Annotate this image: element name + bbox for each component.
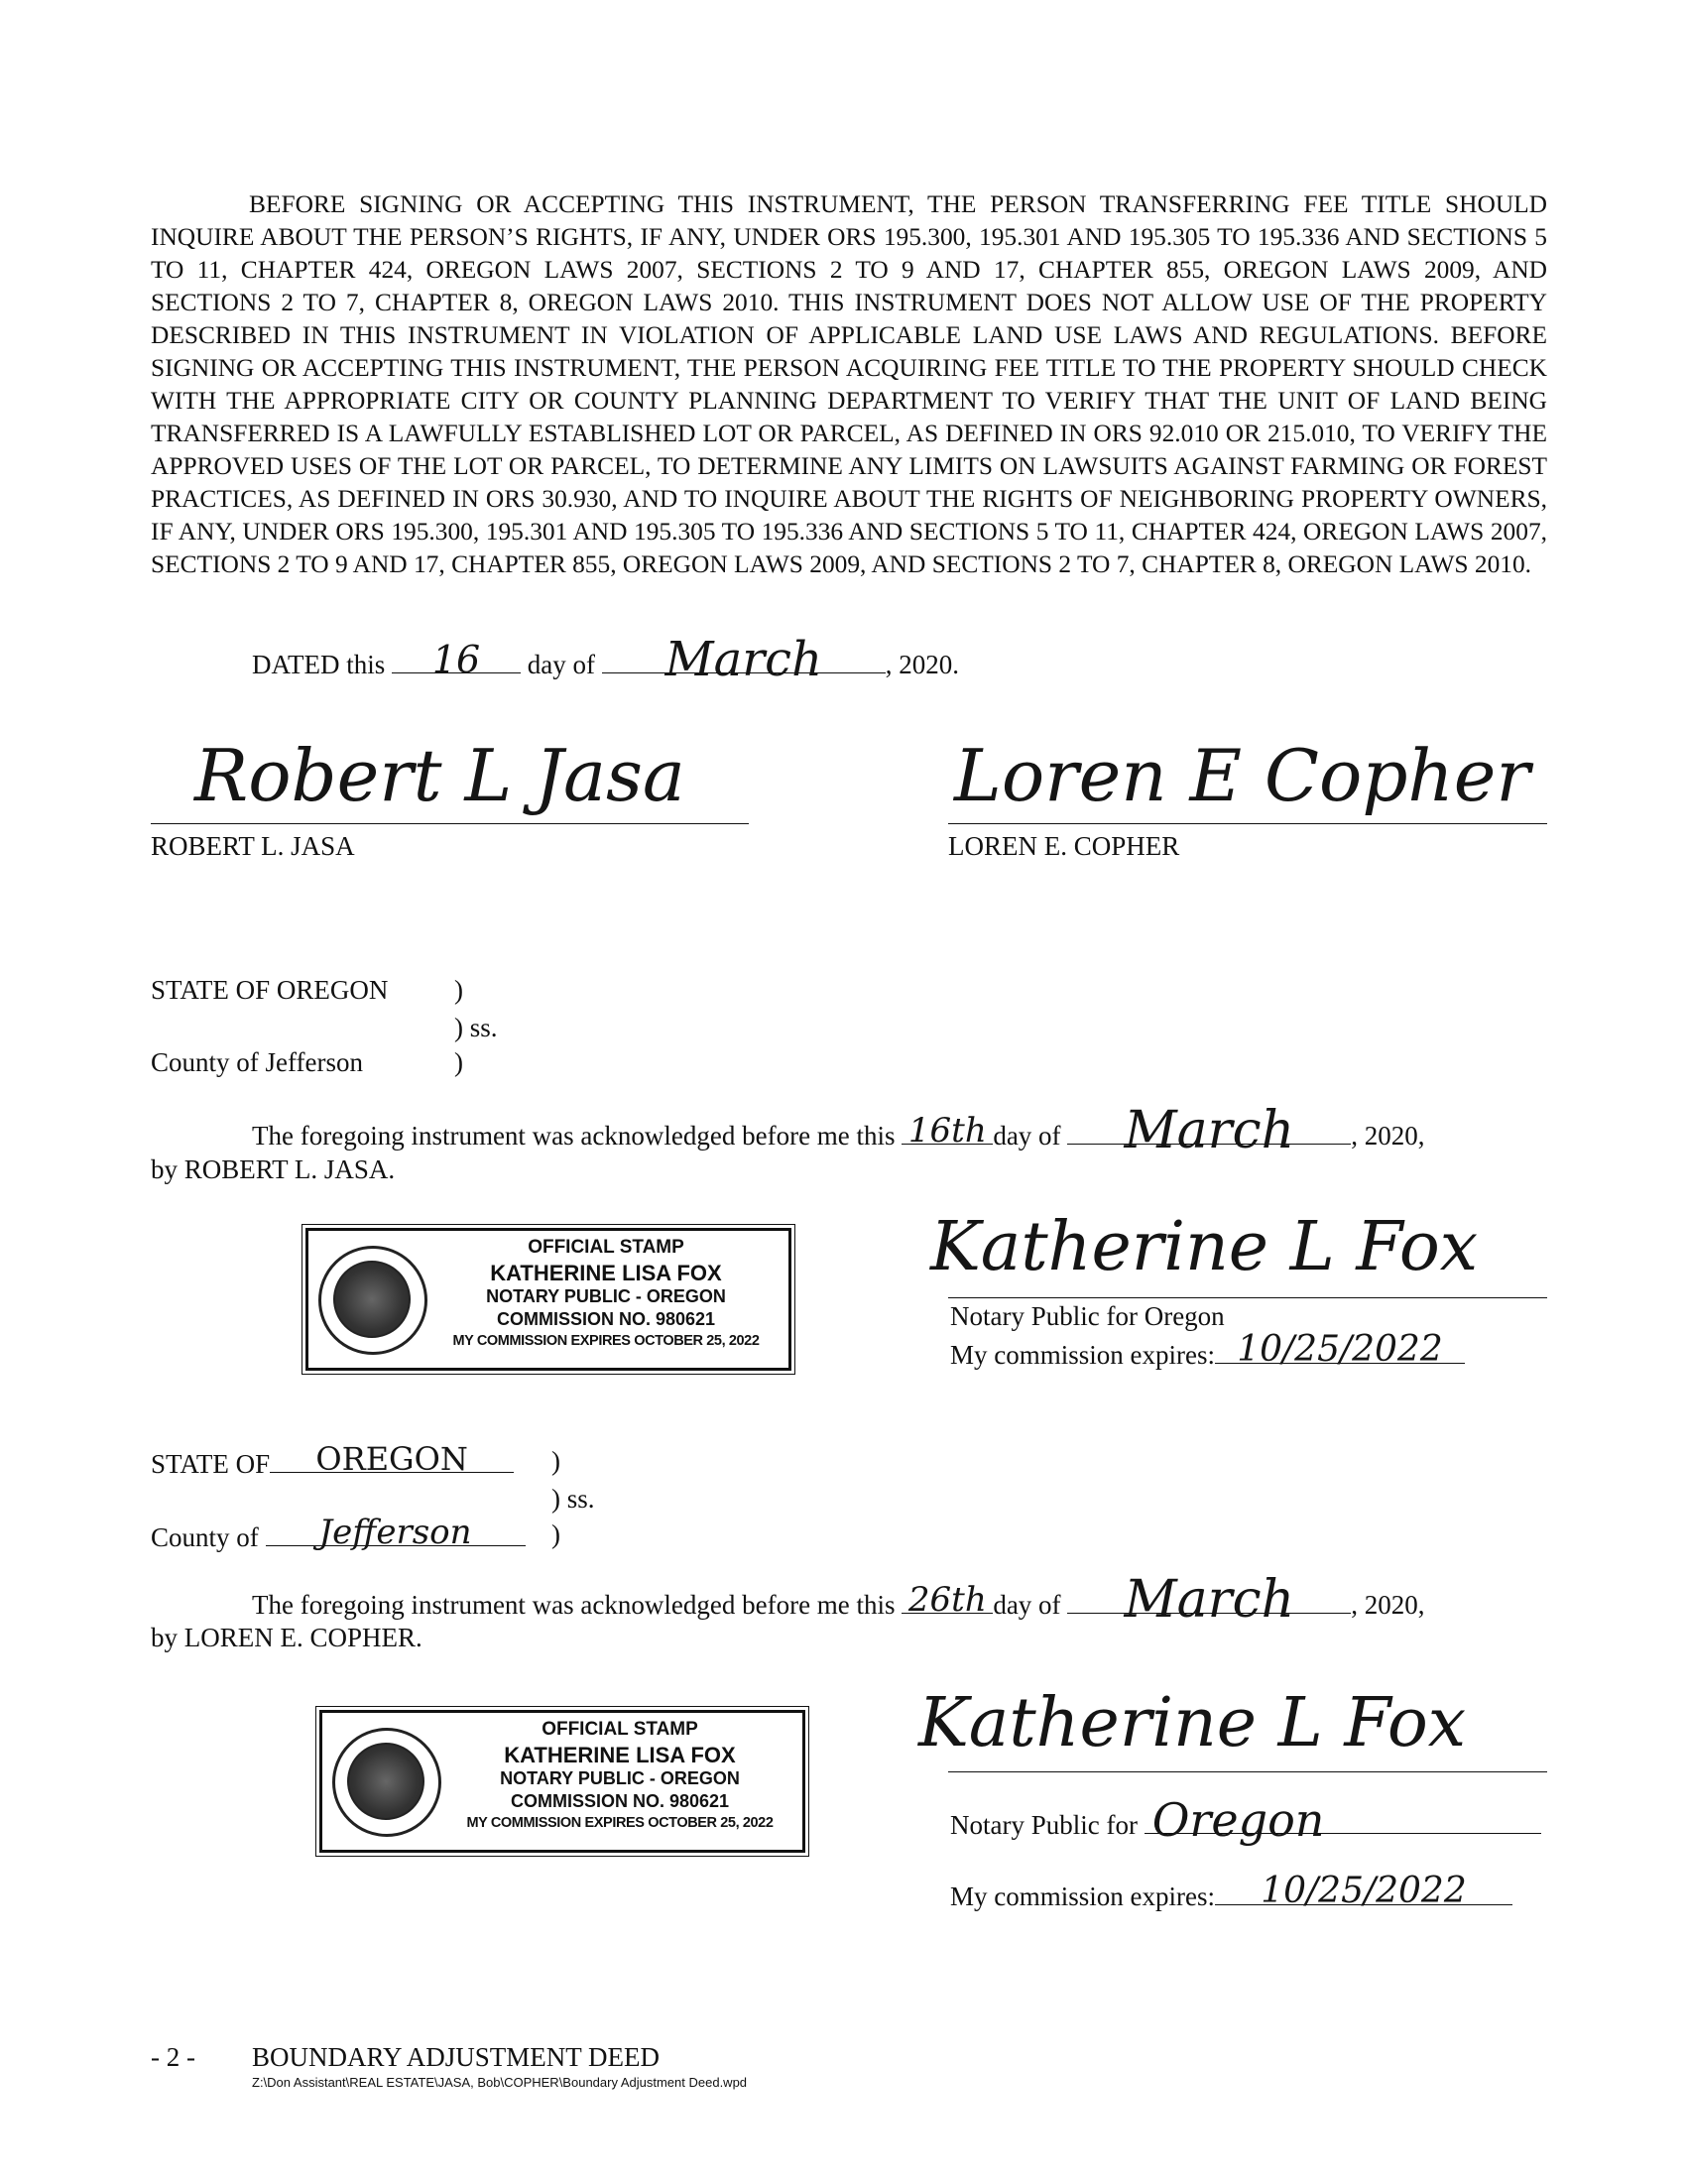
ack1-commission-blank (1215, 1329, 1465, 1370)
stamp-expires: MY COMMISSION EXPIRES OCTOBER 25, 2022 (466, 1815, 774, 1831)
ack1-notary-signature: Katherine L Fox (930, 1208, 1479, 1286)
ack1-state-line: STATE OF OREGON (151, 975, 389, 1005)
stamp-name: KATHERINE LISA FOX (490, 1261, 722, 1285)
ack2-handwritten-day: 26th (907, 1580, 987, 1620)
ack2-month-blank (1067, 1570, 1351, 1630)
ack1-ss: ) ss. (454, 1013, 498, 1042)
stamp-name: KATHERINE LISA FOX (504, 1743, 736, 1767)
printed-name-copher: LOREN E. COPHER (948, 831, 1180, 861)
ack1-handwritten-month: March (1124, 1101, 1295, 1160)
ack2-notary-signature: Katherine L Fox (918, 1684, 1467, 1762)
ack2-handwritten-state: OREGON (315, 1440, 468, 1478)
ack2-text-line: The foregoing instrument was acknowledged before me this 26th day of March , 2020, (252, 1570, 1425, 1630)
ack1-handwritten-day: 16th (907, 1111, 987, 1151)
ack2-handwritten-month: March (1124, 1570, 1295, 1630)
handwritten-month: March (664, 632, 822, 687)
stamp-notary: NOTARY PUBLIC - OREGON (486, 1286, 726, 1306)
document-title: BOUNDARY ADJUSTMENT DEED (252, 2042, 661, 2072)
signature-line-copher (948, 823, 1547, 824)
ack2-notary-public-blank (1145, 1793, 1541, 1847)
ack1-notary-signature-line (948, 1297, 1547, 1298)
ack1-handwritten-commission: 10/25/2022 (1237, 1329, 1443, 1370)
state-seal-icon (332, 1728, 441, 1837)
ack1-day-blank (902, 1111, 993, 1151)
ack2-paren-bottom: ) (551, 1519, 560, 1549)
ack1-county-line: County of Jefferson (151, 1047, 363, 1077)
ack1-by-line: by ROBERT L. JASA. (151, 1154, 396, 1184)
ack2-notary-signature-line (948, 1771, 1547, 1772)
dated-month-blank (602, 632, 886, 687)
ack1-text-line: The foregoing instrument was acknowledged before me this 16th day of March , 2020, (252, 1101, 1425, 1160)
ack2-commission-line: My commission expires: 10/25/2022 (950, 1879, 1512, 1911)
signature-copher: Loren E Copher (954, 734, 1530, 817)
dated-day-blank (392, 638, 521, 681)
notary-stamp-2 (319, 1710, 805, 1853)
ack2-commission-blank (1215, 1871, 1512, 1911)
ack2-ss: ) ss. (551, 1484, 595, 1514)
dated-line: DATED this 16 day of March , 2020. (252, 632, 959, 687)
handwritten-day: 16 (431, 638, 481, 681)
stamp-official: OFFICIAL STAMP (528, 1237, 684, 1258)
statutory-disclosure-paragraph: BEFORE SIGNING OR ACCEPTING THIS INSTRUMENT, THE PERSON TRANSFERRING FEE TITLE SHOULD INQUIRE ABOUT THE PERSON’S RIGHTS, IF ANY, UNDER ORS 195.300, 195.301 AND 195.305 TO 195.336 AND SECTIONS 5 TO 11, CHAPTER 424, OREGON LAWS 2007, SECTIONS 2 TO 9 AND 17, CHAPTER 855, OREGON LAWS 2009, AND SECTIONS 2 TO 7, CHAPTER 8, OREGON LAWS 2010. THIS INSTRUMENT DOES NOT ALLOW USE OF THE PROPERTY DESCRIBED IN THIS INSTRUMENT IN VIOLATION OF APPLICABLE LAND USE LAWS AND REGULATIONS. BEFORE SIGNING OR ACCEPTING THIS INSTRUMENT, THE PERSON ACQUIRING FEE TITLE TO THE PROPERTY SHOULD CHECK WITH THE APPROPRIATE CITY OR COUNTY PLANNING DEPARTMENT TO VERIFY THAT THE UNIT OF LAND BEING TRANSFERRED IS A LAWFULLY ESTABLISHED LOT OR PARCEL, AS DEFINED IN ORS 92.010 OR 215.010, TO VERIFY THE APPROVED USES OF THE LOT OR PARCEL, TO DETERMINE ANY LIMITS ON LAWSUITS AGAINST FARMING OR FOREST PRACTICES, AS DEFINED IN ORS 30.930, AND TO INQUIRE ABOUT THE RIGHTS OF NEIGHBORING PROPERTY OWNERS, IF ANY, UNDER ORS 195.300, 195.301 AND 195.305 TO 195.336 AND SECTIONS 5 TO 11, CHAPTER 424, OREGON LAWS 2007, SECTIONS 2 TO 9 AND 17, CHAPTER 855, OREGON LAWS 2009, AND SECTIONS 2 TO 7, CHAPTER 8, OREGON LAWS 2010. (151, 190, 1547, 578)
notary-stamp-1 (305, 1228, 791, 1371)
ack2-state-line: STATE OF OREGON (151, 1446, 514, 1479)
state-seal-icon (318, 1246, 427, 1355)
signature-line-jasa (151, 823, 749, 824)
ack1-paren-top: ) (454, 975, 463, 1005)
file-path: Z:\Don Assistant\REAL ESTATE\JASA, Bob\COPHER\Boundary Adjustment Deed.wpd (252, 2075, 748, 2090)
stamp-commission-no: COMMISSION NO. 980621 (510, 1791, 730, 1811)
ack2-paren-top: ) (551, 1446, 560, 1476)
signature-jasa: Robert L Jasa (194, 734, 685, 817)
ack1-month-blank (1067, 1101, 1351, 1160)
ack1-commission-line: My commission expires: 10/25/2022 (950, 1337, 1465, 1370)
page-number: - 2 - (151, 2042, 195, 2072)
ack2-handwritten-notary-state: Oregon (1151, 1793, 1325, 1847)
ack2-county-line: County of Jefferson (151, 1519, 526, 1552)
ack2-day-blank (902, 1580, 993, 1620)
stamp-official: OFFICIAL STAMP (542, 1719, 698, 1740)
printed-name-jasa: ROBERT L. JASA (151, 831, 355, 861)
ack2-handwritten-commission: 10/25/2022 (1261, 1871, 1467, 1911)
ack2-by-line: by LOREN E. COPHER. (151, 1623, 422, 1652)
stamp-commission-no: COMMISSION NO. 980621 (496, 1309, 716, 1329)
ack2-notary-public-line: Notary Public for Oregon (950, 1807, 1541, 1840)
ack2-handwritten-county: Jefferson (318, 1513, 472, 1552)
stamp-notary: NOTARY PUBLIC - OREGON (500, 1768, 740, 1788)
ack1-paren-bottom: ) (454, 1047, 463, 1077)
stamp-expires: MY COMMISSION EXPIRES OCTOBER 25, 2022 (452, 1333, 760, 1349)
ack1-notary-public: Notary Public for Oregon (950, 1301, 1225, 1331)
